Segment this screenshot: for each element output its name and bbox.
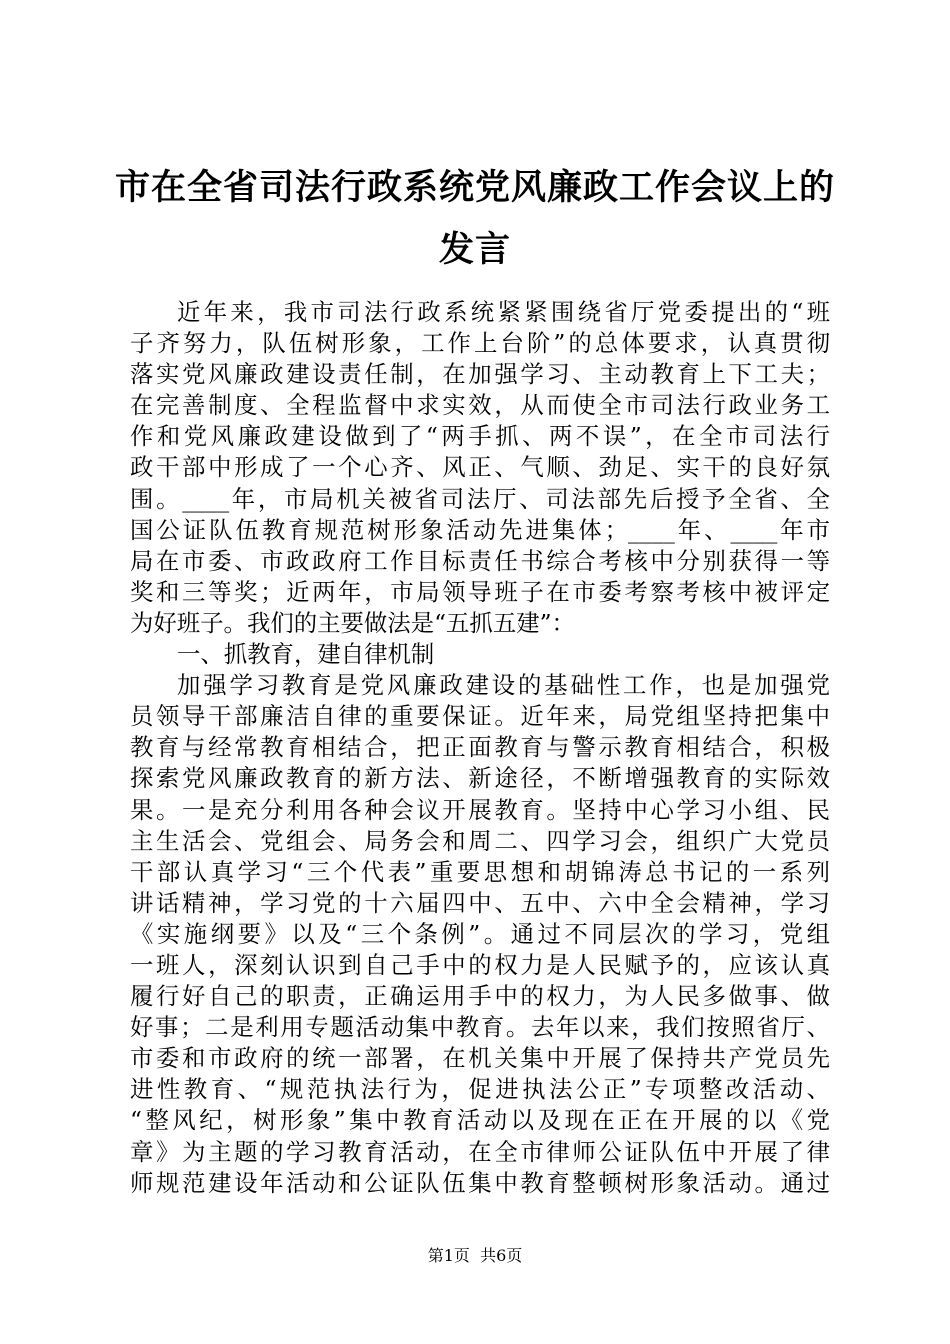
body-line: 一班人，深刻认识到自己手中的权力是人民赋予的，应该认真 xyxy=(130,950,830,979)
body-line: 在完善制度、全程监督中求实效，从而使全市司法行政业务工 xyxy=(130,391,830,420)
body-line: 为好班子。我们的主要做法是“五抓五建”： xyxy=(130,608,575,637)
body-line: 加强学习教育是党风廉政建设的基础性工作，也是加强党 xyxy=(177,671,830,700)
body-line: 果。一是充分利用各种会议开展教育。坚持中心学习小组、民 xyxy=(130,795,830,824)
document-title-line-2: 发言 xyxy=(438,229,511,270)
body-line: 作和党风廉政建设做到了“两手抓、两不误”，在全市司法行 xyxy=(130,422,830,451)
document-body xyxy=(130,297,830,1199)
body-line: 落实党风廉政建设责任制，在加强学习、主动教育上下工夫； xyxy=(130,360,830,389)
body-line: 市委和市政府的统一部署，在机关集中开展了保持共产党员先 xyxy=(130,1044,830,1073)
body-line: 国公证队伍教育规范树形象活动先进集体；____年、____年市 xyxy=(130,515,830,544)
body-line: 好事；二是利用专题活动集中教育。去年以来，我们按照省厅、 xyxy=(130,1013,830,1042)
body-line: 近年来，我市司法行政系统紧紧围绕省厅党委提出的“班 xyxy=(177,298,830,326)
body-line: 讲话精神，学习党的十六届四中、五中、六中全会精神，学习 xyxy=(130,888,830,917)
body-line: 干部认真学习“三个代表”重要思想和胡锦涛总书记的一系列 xyxy=(130,857,830,886)
body-line: 师规范建设年活动和公证队伍集中教育整顿树形象活动。通过 xyxy=(130,1168,830,1197)
body-line: 政干部中形成了一个心齐、风正、气顺、劲足、实干的良好氛 xyxy=(130,453,830,482)
body-line: 奖和三等奖；近两年，市局领导班子在市委考察考核中被评定 xyxy=(130,577,830,606)
body-line: 探索党风廉政教育的新方法、新途径，不断增强教育的实际效 xyxy=(130,764,830,793)
body-line: 局在市委、市政政府工作目标责任书综合考核中分别获得一等 xyxy=(130,546,830,575)
body-line: 子齐努力，队伍树形象，工作上台阶”的总体要求，认真贯彻 xyxy=(130,329,830,358)
body-line: 一、抓教育，建自律机制 xyxy=(177,640,435,669)
body-line: 履行好自己的职责，正确运用手中的权力，为人民多做事、做 xyxy=(130,982,830,1011)
body-line: 围。____年，市局机关被省司法厅、司法部先后授予全省、全 xyxy=(130,484,830,513)
body-line: “整风纪，树形象”集中教育活动以及现在正在开展的以《党 xyxy=(130,1106,830,1135)
document-title-line-1: 市在全省司法行政系统党风廉政工作会议上的 xyxy=(114,167,835,208)
body-line: 进性教育、“规范执法行为，促进执法公正”专项整改活动、 xyxy=(130,1075,830,1104)
body-line: 主生活会、党组会、局务会和周二、四学习会，组织广大党员 xyxy=(130,826,830,855)
body-line: 章》为主题的学习教育活动，在全市律师公证队伍中开展了律 xyxy=(130,1137,830,1166)
page-footer: 第1页 共6页 xyxy=(427,1246,523,1265)
body-line: 员领导干部廉洁自律的重要保证。近年来，局党组坚持把集中 xyxy=(130,702,830,731)
body-line: 教育与经常教育相结合，把正面教育与警示教育相结合，积极 xyxy=(130,733,830,762)
body-line: 《实施纲要》以及“三个条例”。通过不同层次的学习，党组 xyxy=(130,919,830,948)
